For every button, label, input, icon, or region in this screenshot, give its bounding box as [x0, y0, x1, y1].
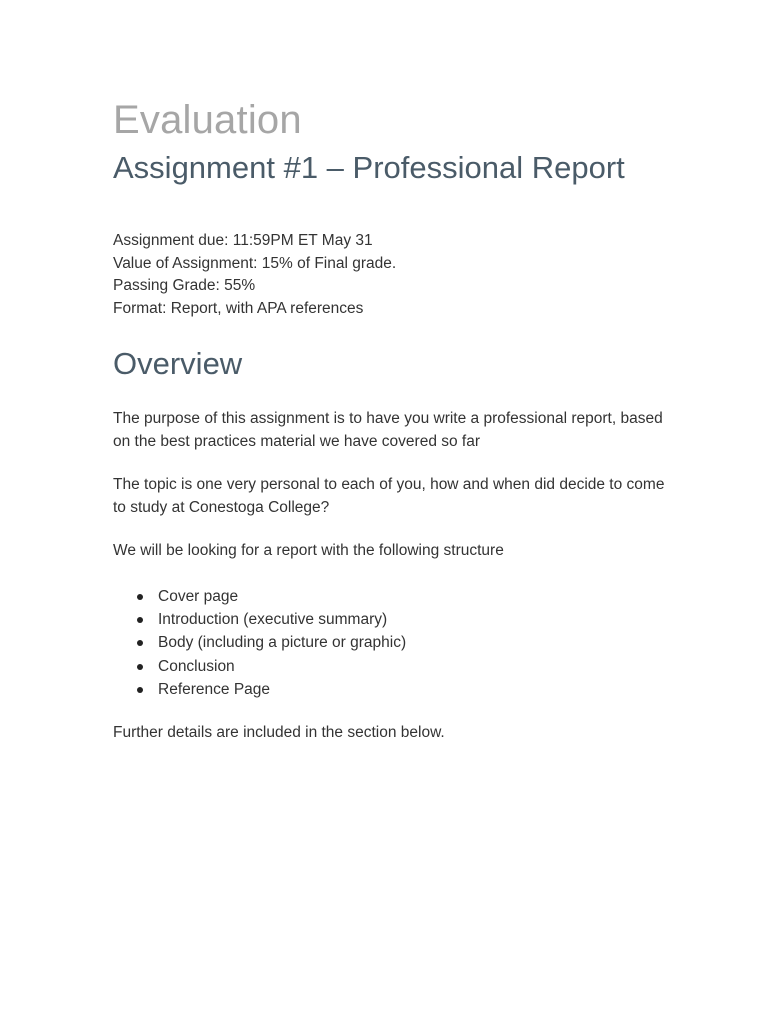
structure-intro-paragraph: We will be looking for a report with the following structure	[113, 542, 504, 559]
assignment-details	[113, 230, 396, 320]
list-item	[113, 655, 406, 678]
list-item	[113, 608, 406, 631]
bullet-icon	[137, 594, 143, 600]
list-item-label: Body (including a picture or graphic)	[158, 634, 407, 652]
assignment-subtitle: Assignment #1 – Professional Report	[113, 150, 625, 185]
report-structure-list	[113, 585, 406, 701]
list-item	[113, 678, 406, 701]
closing-paragraph: Further details are included in the section below.	[113, 724, 445, 741]
bullet-icon	[137, 617, 143, 623]
format-line: Format: Report, with APA references	[113, 299, 364, 317]
topic-paragraph: The topic is one very personal to each of you, how and when did decide to come to study at Conestoga College?	[113, 476, 665, 516]
assignment-value-line: Value of Assignment: 15% of Final grade.	[113, 254, 397, 272]
due-date-line: Assignment due: 11:59PM ET May 31	[113, 232, 373, 249]
document-title: Evaluation	[113, 98, 302, 142]
list-item	[113, 585, 406, 608]
purpose-paragraph: The purpose of this assignment is to have you write a professional report, based on the best practices material we have covered so far	[113, 410, 663, 450]
list-item-label: Reference Page	[158, 680, 271, 698]
bullet-icon	[137, 664, 143, 670]
bullet-icon	[137, 640, 143, 646]
bullet-icon	[137, 687, 143, 693]
list-item-label: Conclusion	[158, 657, 235, 675]
passing-grade-line: Passing Grade: 55%	[113, 277, 256, 295]
list-item-label: Introduction (executive summary)	[158, 611, 388, 629]
overview-heading: Overview	[113, 346, 243, 381]
list-item-label: Cover page	[158, 588, 239, 605]
list-item	[113, 631, 406, 654]
